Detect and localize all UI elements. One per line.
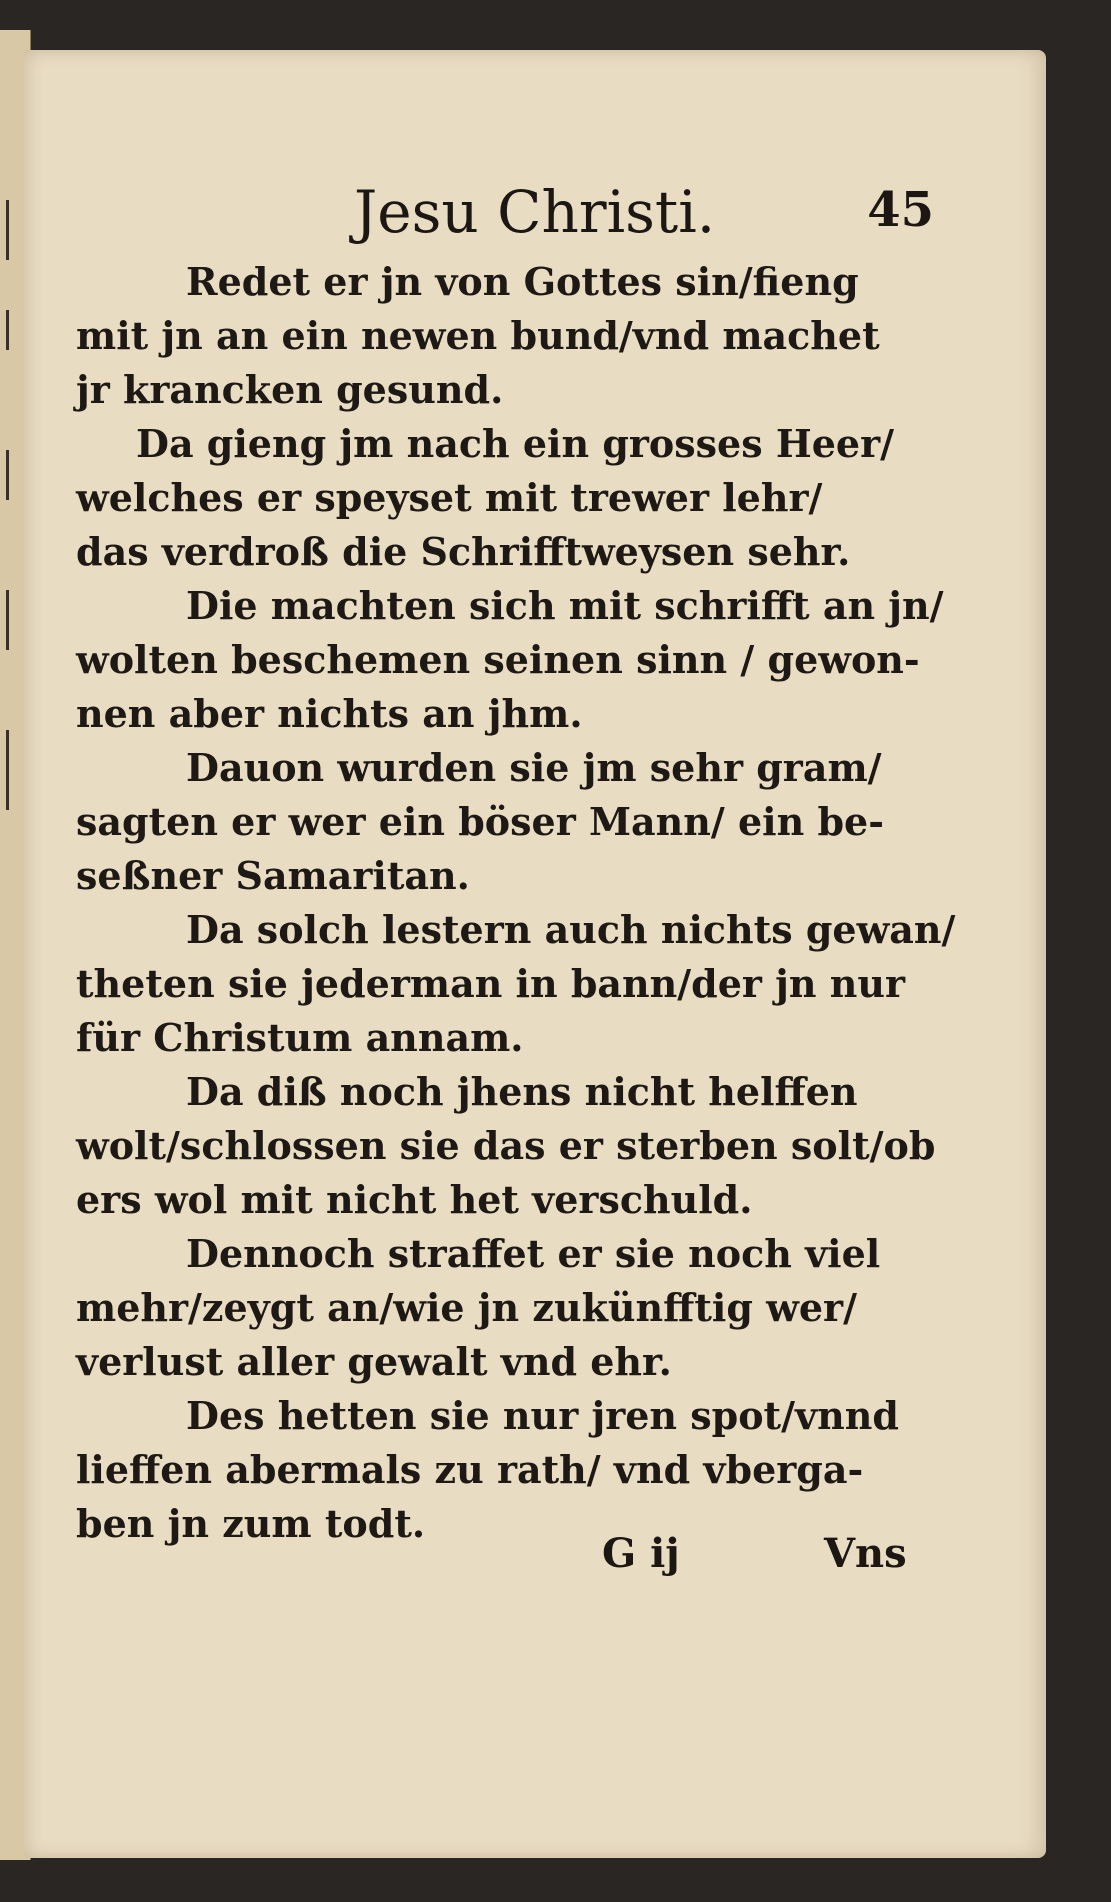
text-line: ers wol mit nicht het verschuld.	[76, 1177, 753, 1222]
text-line: seßner Samaritan.	[76, 853, 470, 898]
body-text	[76, 255, 956, 1551]
text-line: welches er speyset mit trewer lehr/	[76, 475, 823, 520]
edge-mark	[6, 310, 9, 350]
edge-mark	[6, 590, 9, 650]
text-line: Da gieng jm nach ein grosses Heer/	[136, 421, 894, 466]
text-line: Redet er jn von Gottes sin/fieng	[186, 259, 859, 304]
edge-mark	[6, 450, 9, 500]
text-line: Dauon wurden sie jm sehr gram/	[186, 745, 882, 790]
text-line: Da diß noch jhens nicht helffen	[186, 1069, 858, 1114]
text-line: für Christum annam.	[76, 1015, 524, 1060]
page-footer	[24, 1530, 934, 1600]
text-line: Dennoch straffet er sie noch viel	[186, 1231, 881, 1276]
page-header	[354, 178, 934, 258]
text-line: wolten beschemen seinen sinn / gewon-	[76, 637, 920, 682]
text-line: mit jn an ein newen bund/vnd machet	[76, 313, 880, 358]
page-number: 45	[867, 182, 934, 238]
text-line: Die machten sich mit schrifft an jn/	[186, 583, 944, 628]
text-line: jr krancken gesund.	[76, 367, 504, 412]
text-line: das verdroß die Schrifftweysen sehr.	[76, 529, 851, 574]
text-line: lieffen abermals zu rath/ vnd vberga-	[76, 1447, 864, 1492]
signature-mark: G ij	[602, 1530, 680, 1577]
text-line: Des hetten sie nur jren spot/vnnd	[186, 1393, 899, 1438]
text-line: Da solch lestern auch nichts gewan/	[186, 907, 956, 952]
text-line: theten sie jederman in bann/der jn nur	[76, 961, 906, 1006]
running-title: Jesu Christi.	[354, 178, 716, 246]
book-page	[24, 50, 1046, 1858]
text-line: verlust aller gewalt vnd ehr.	[76, 1339, 672, 1384]
text-line: nen aber nichts an jhm.	[76, 691, 583, 736]
catchword: Vns	[824, 1530, 907, 1577]
text-line: sagten er wer ein böser Mann/ ein be-	[76, 799, 884, 844]
edge-mark	[6, 730, 9, 810]
text-line: ben jn zum todt.	[76, 1501, 426, 1546]
text-line: mehr/zeygt an/wie jn zukünfftig wer/	[76, 1285, 857, 1330]
text-line: wolt/schlossen sie das er sterben solt/ob	[76, 1123, 936, 1168]
edge-mark	[6, 200, 9, 260]
